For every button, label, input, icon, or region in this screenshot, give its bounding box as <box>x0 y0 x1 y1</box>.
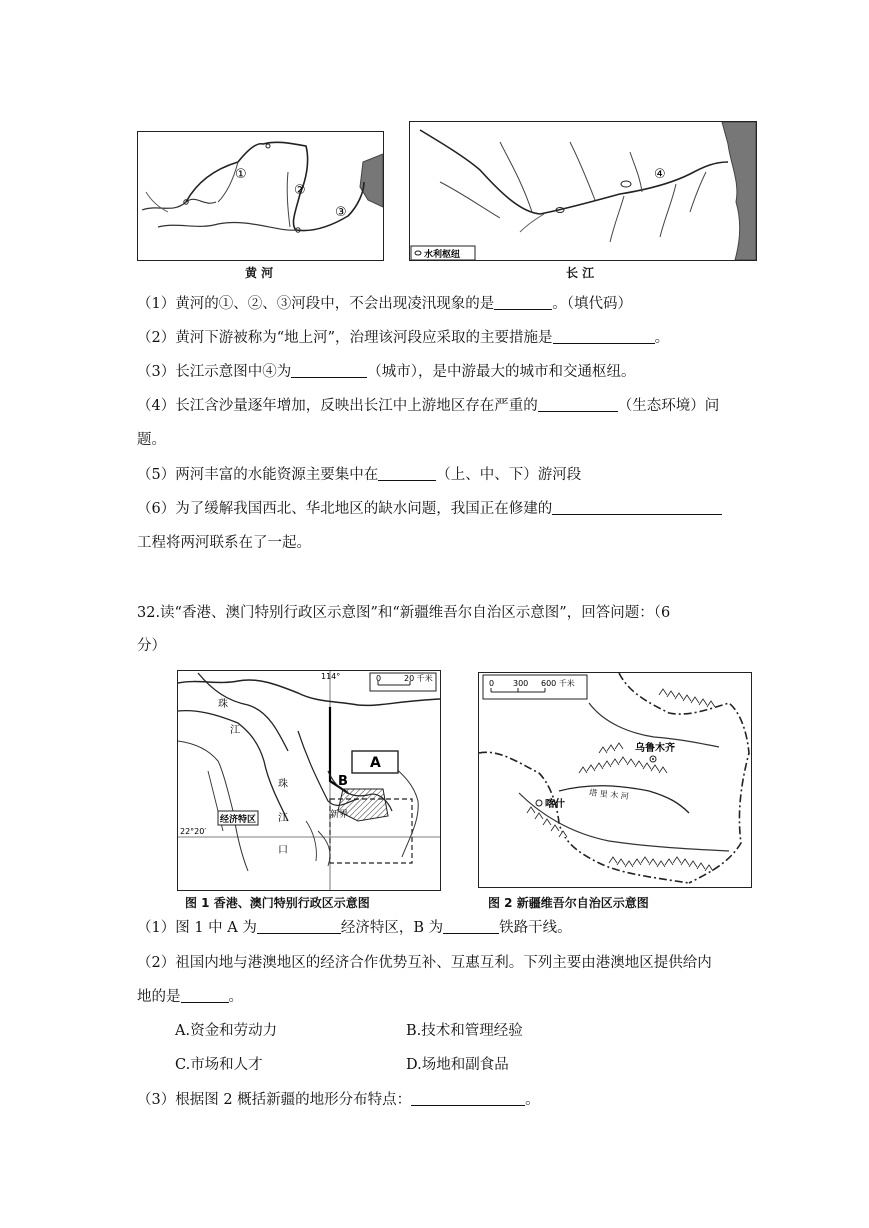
q32-p1-text: （1）图 1 中 A 为 <box>137 920 257 936</box>
answer-blank[interactable] <box>181 988 229 1003</box>
q31-p6 <box>137 498 722 520</box>
q31-p1-text: （1）黄河的①、②、③河段中，不会出现凌汛现象的是 <box>137 296 495 312</box>
scale-zero: 0 <box>376 674 382 683</box>
estuary-char-1: 珠 <box>278 779 288 790</box>
q31-p1-post: 。（填代码） <box>552 296 632 312</box>
fig1-caption: 图 1 香港、澳门特别行政区示意图 <box>185 896 370 910</box>
changjiang-map-drawing <box>410 122 756 260</box>
huanghe-map-drawing <box>138 132 383 260</box>
q31-p5-post: （上、中、下）游河段 <box>436 467 582 483</box>
q31-p4-post: （生态环境）问 <box>617 398 720 414</box>
q31-p2 <box>137 327 669 349</box>
answer-blank[interactable] <box>443 919 499 934</box>
answer-blank[interactable] <box>552 500 722 515</box>
changjiang-label-4: ④ <box>654 167 666 182</box>
huanghe-map <box>137 131 384 261</box>
xinjiang-drawing <box>479 673 751 887</box>
q32-p2-cont <box>137 986 243 1008</box>
huanghe-label-1: ① <box>235 167 247 182</box>
q32-p1 <box>137 917 572 939</box>
q32-p1-mid: 经济特区，B 为 <box>340 920 444 936</box>
q31-p4 <box>137 395 719 417</box>
huanghe-label-3: ③ <box>335 205 347 220</box>
xinjie-label: 新界 <box>330 810 349 820</box>
answer-blank[interactable] <box>378 466 436 481</box>
q31-p3 <box>137 361 635 383</box>
urumqi-label: 乌鲁木齐 <box>635 743 675 754</box>
q32-p3-text: （3）根据图 2 概括新疆的地形分布特点： <box>137 1092 412 1108</box>
q32-p1-post: 铁路干线。 <box>499 920 572 936</box>
option-c: C.市场和人才 <box>175 1057 263 1073</box>
answer-blank[interactable] <box>411 1091 525 1106</box>
changjiang-map <box>409 121 757 261</box>
q31-p2-text: （2）黄河下游被称为“地上河”，治理该河段应采取的主要措施是 <box>137 330 553 346</box>
tarim-label: 塔 里 木 河 <box>588 788 630 802</box>
q31-p6-cont: 工程将两河联系在了一起。 <box>137 535 311 551</box>
q31-p4-text: （4）长江含沙量逐年增加，反映出长江中上游地区存在严重的 <box>137 398 538 414</box>
scale-300: 300 <box>513 679 529 688</box>
q31-p6-text: （6）为了缓解我国西北、华北地区的缺水问题，我国正在修建的 <box>137 501 553 517</box>
q31-p2-post: 。 <box>654 330 670 346</box>
scale-600: 600 千米 <box>541 679 575 688</box>
huanghe-caption: 黄 河 <box>245 266 274 280</box>
q31-p1 <box>137 293 632 315</box>
q32-intro-cont: 分） <box>137 638 166 654</box>
q31-p4-cont: 题。 <box>137 432 166 448</box>
q32-p2-cont-text: 地的是 <box>137 989 181 1005</box>
q32-p3-post: 。 <box>525 1092 540 1108</box>
q31-p5-text: （5）两河丰富的水能资源主要集中在 <box>137 467 379 483</box>
q32-p3 <box>137 1089 540 1111</box>
lon-label: 114° <box>321 672 341 681</box>
q31-p3-text: （3）长江示意图中④为 <box>137 364 292 380</box>
sez-label: 经济特区 <box>220 815 257 825</box>
q31-p5 <box>137 464 581 486</box>
label-a: A <box>370 755 381 771</box>
option-b: B.技术和管理经验 <box>406 1023 523 1039</box>
fig2-caption: 图 2 新疆维吾尔自治区示意图 <box>488 896 649 910</box>
xinjiang-map <box>478 672 752 888</box>
huanghe-label-2: ② <box>294 183 306 198</box>
kashgar-label: 喀什 <box>545 799 565 810</box>
lat-label: 22°20′ <box>180 827 207 836</box>
hongkong-macao-drawing <box>178 671 440 890</box>
scale-value: 20 千米 <box>404 674 433 683</box>
answer-blank[interactable] <box>538 397 618 412</box>
scale-zero: 0 <box>489 679 495 688</box>
river-char-1: 珠 <box>218 699 228 710</box>
q32-p2-cont-post: 。 <box>228 989 243 1005</box>
estuary-char-2: 江 <box>278 813 288 824</box>
river-char-2: 江 <box>230 725 240 736</box>
mountain-ranges <box>527 689 715 871</box>
label-b: B <box>338 774 348 789</box>
changjiang-legend: 水利枢纽 <box>424 250 461 260</box>
answer-blank[interactable] <box>494 295 552 310</box>
q32-intro: 32.读“香港、澳门特别行政区示意图”和“新疆维吾尔自治区示意图”，回答问题：（6 <box>137 605 671 621</box>
answer-blank[interactable] <box>257 919 341 934</box>
estuary-char-3: 口 <box>278 845 288 856</box>
answer-blank[interactable] <box>553 329 655 344</box>
q32-p2: （2）祖国内地与港澳地区的经济合作优势互补、互惠互利。下列主要由港澳地区提供给内 <box>137 955 712 971</box>
q31-p3-post: （城市），是中游最大的城市和交通枢纽。 <box>367 364 636 380</box>
hongkong-macao-map <box>177 670 441 891</box>
option-d: D.场地和副食品 <box>406 1057 509 1073</box>
answer-blank[interactable] <box>291 363 367 378</box>
changjiang-caption: 长 江 <box>566 266 595 280</box>
option-a: A.资金和劳动力 <box>175 1023 278 1039</box>
